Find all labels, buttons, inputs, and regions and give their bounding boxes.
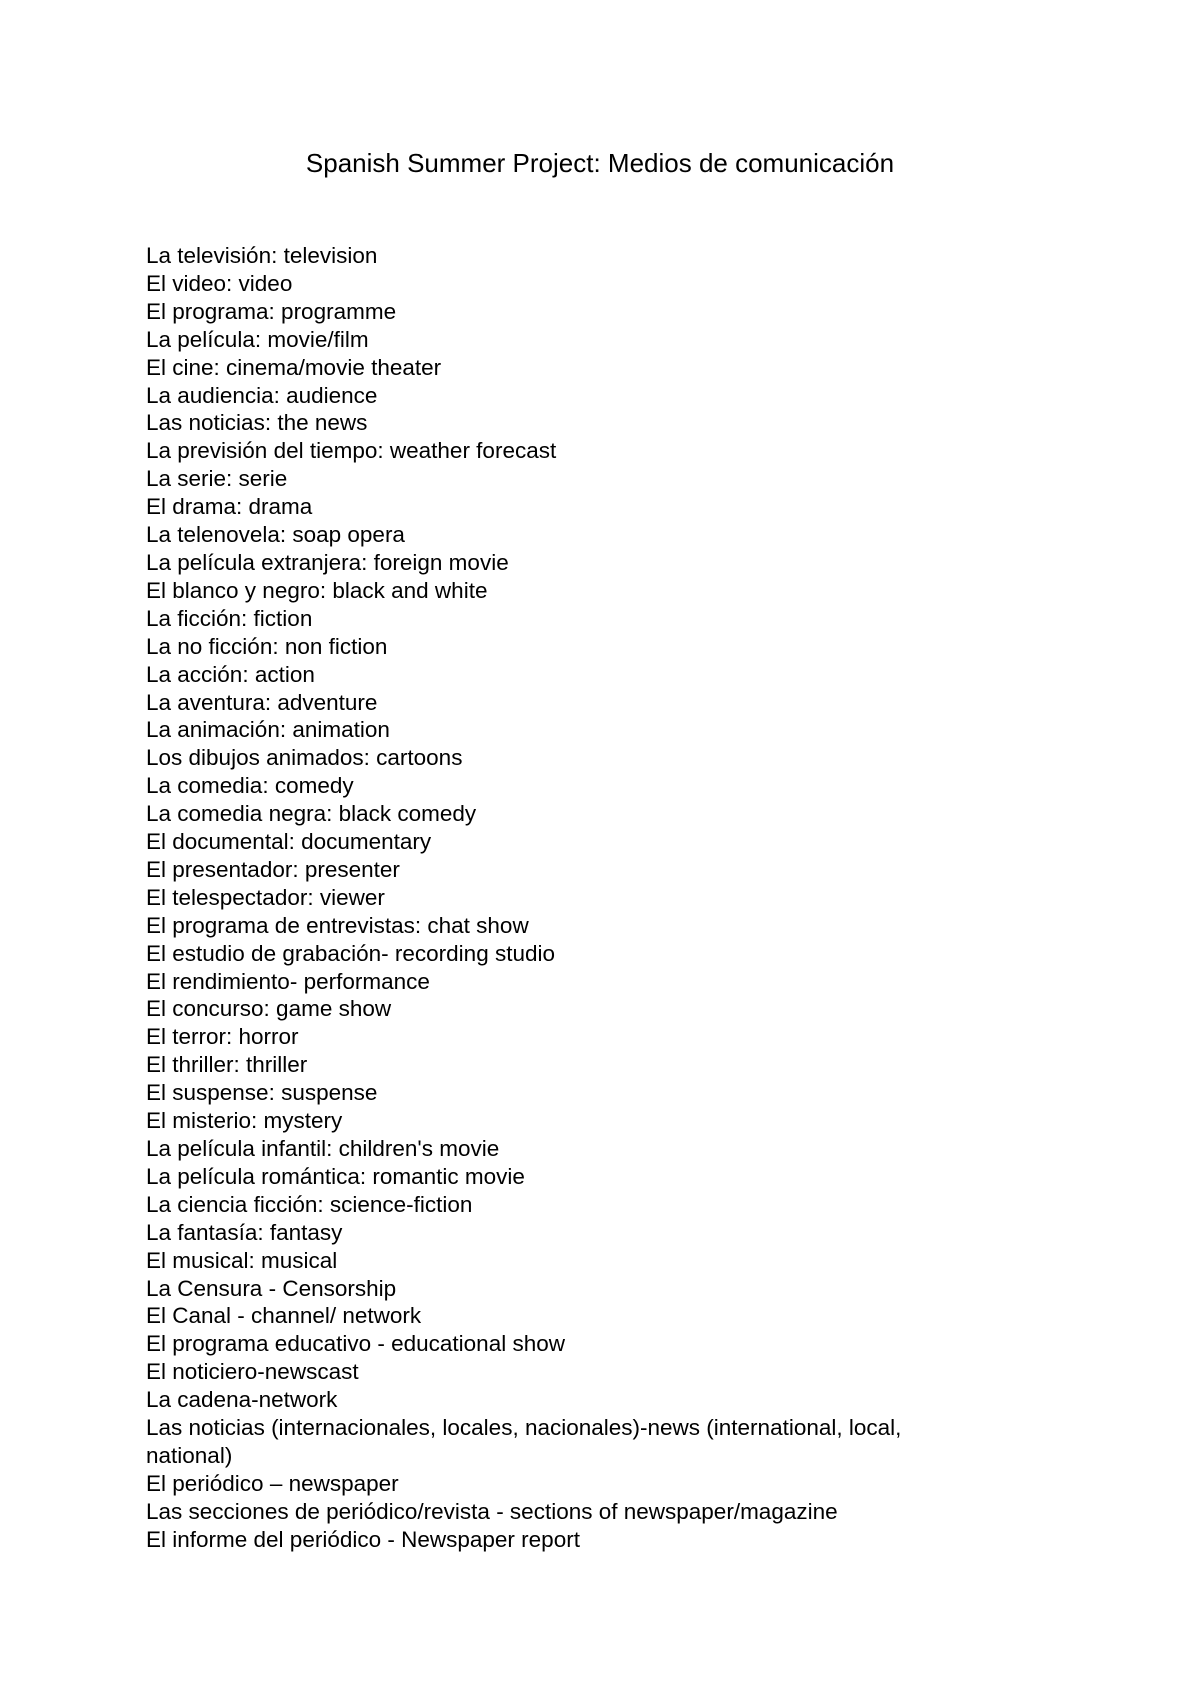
vocabulary-item: La fantasía: fantasy — [146, 1219, 343, 1245]
vocabulary-item: La película extranjera: foreign movie — [146, 549, 509, 575]
vocabulary-item: La película: movie/film — [146, 326, 369, 352]
vocabulary-item: La película infantil: children's movie — [146, 1136, 500, 1161]
vocabulary-item: Los dibujos animados: cartoons — [146, 745, 463, 771]
vocabulary-item: La Censura - Censorship — [146, 1275, 397, 1301]
vocabulary-item: La animación: animation — [146, 717, 390, 743]
vocabulary-item: El cine: cinema/movie theater — [146, 354, 442, 380]
vocabulary-item: El thriller: thriller — [146, 1052, 308, 1078]
vocabulary-item: La ciencia ficción: science-fiction — [146, 1191, 473, 1217]
vocabulary-list — [146, 242, 976, 1554]
vocabulary-item: El rendimiento- performance — [146, 968, 430, 994]
vocabulary-item: El Canal - channel/ network — [146, 1303, 422, 1329]
vocabulary-item: La previsión del tiempo: weather forecast — [146, 438, 557, 464]
vocabulary-item: El documental: documentary — [146, 829, 432, 855]
vocabulary-item: La comedia negra: black comedy — [146, 801, 477, 827]
vocabulary-item: La ficción: fiction — [146, 605, 313, 631]
vocabulary-item: La cadena-network — [146, 1387, 338, 1413]
vocabulary-item: El programa: programme — [146, 298, 397, 324]
vocabulary-item: El estudio de grabación- recording studio — [146, 940, 555, 966]
vocabulary-item: Las noticias (internacionales, locales, nacionales)-news (international, local, national) — [146, 1415, 902, 1468]
vocabulary-item: La serie: serie — [146, 466, 288, 492]
vocabulary-item: La televisión: television — [146, 243, 378, 268]
vocabulary-item: El suspense: suspense — [146, 1080, 378, 1106]
vocabulary-item: El drama: drama — [146, 494, 313, 520]
vocabulary-item: El blanco y negro: black and white — [146, 577, 488, 603]
vocabulary-item: La audiencia: audience — [146, 382, 378, 408]
vocabulary-item: El misterio: mystery — [146, 1108, 343, 1134]
vocabulary-item: El informe del periódico - Newspaper report — [146, 1526, 580, 1552]
vocabulary-item: El periódico – newspaper — [146, 1470, 399, 1496]
vocabulary-item: La aventura: adventure — [146, 689, 378, 715]
vocabulary-item: Las noticias: the news — [146, 410, 368, 436]
page-title: Spanish Summer Project: Medios de comunicación — [305, 148, 895, 178]
vocabulary-item: El presentador: presenter — [146, 856, 400, 882]
vocabulary-item: La telenovela: soap opera — [146, 522, 405, 548]
vocabulary-item: Las secciones de periódico/revista - sections of newspaper/magazine — [146, 1498, 838, 1524]
vocabulary-item: El noticiero-newscast — [146, 1359, 359, 1385]
vocabulary-item: El concurso: game show — [146, 996, 392, 1022]
vocabulary-item: El video: video — [146, 270, 293, 296]
vocabulary-item: El terror: horror — [146, 1024, 299, 1050]
vocabulary-item: La película romántica: romantic movie — [146, 1163, 525, 1189]
vocabulary-item: La no ficción: non fiction — [146, 633, 388, 659]
vocabulary-item: El programa de entrevistas: chat show — [146, 912, 529, 938]
vocabulary-item: La comedia: comedy — [146, 773, 354, 799]
vocabulary-item: La acción: action — [146, 661, 315, 687]
vocabulary-item: El programa educativo - educational show — [146, 1331, 565, 1357]
vocabulary-item: El musical: musical — [146, 1247, 338, 1273]
vocabulary-item: El telespectador: viewer — [146, 884, 385, 910]
